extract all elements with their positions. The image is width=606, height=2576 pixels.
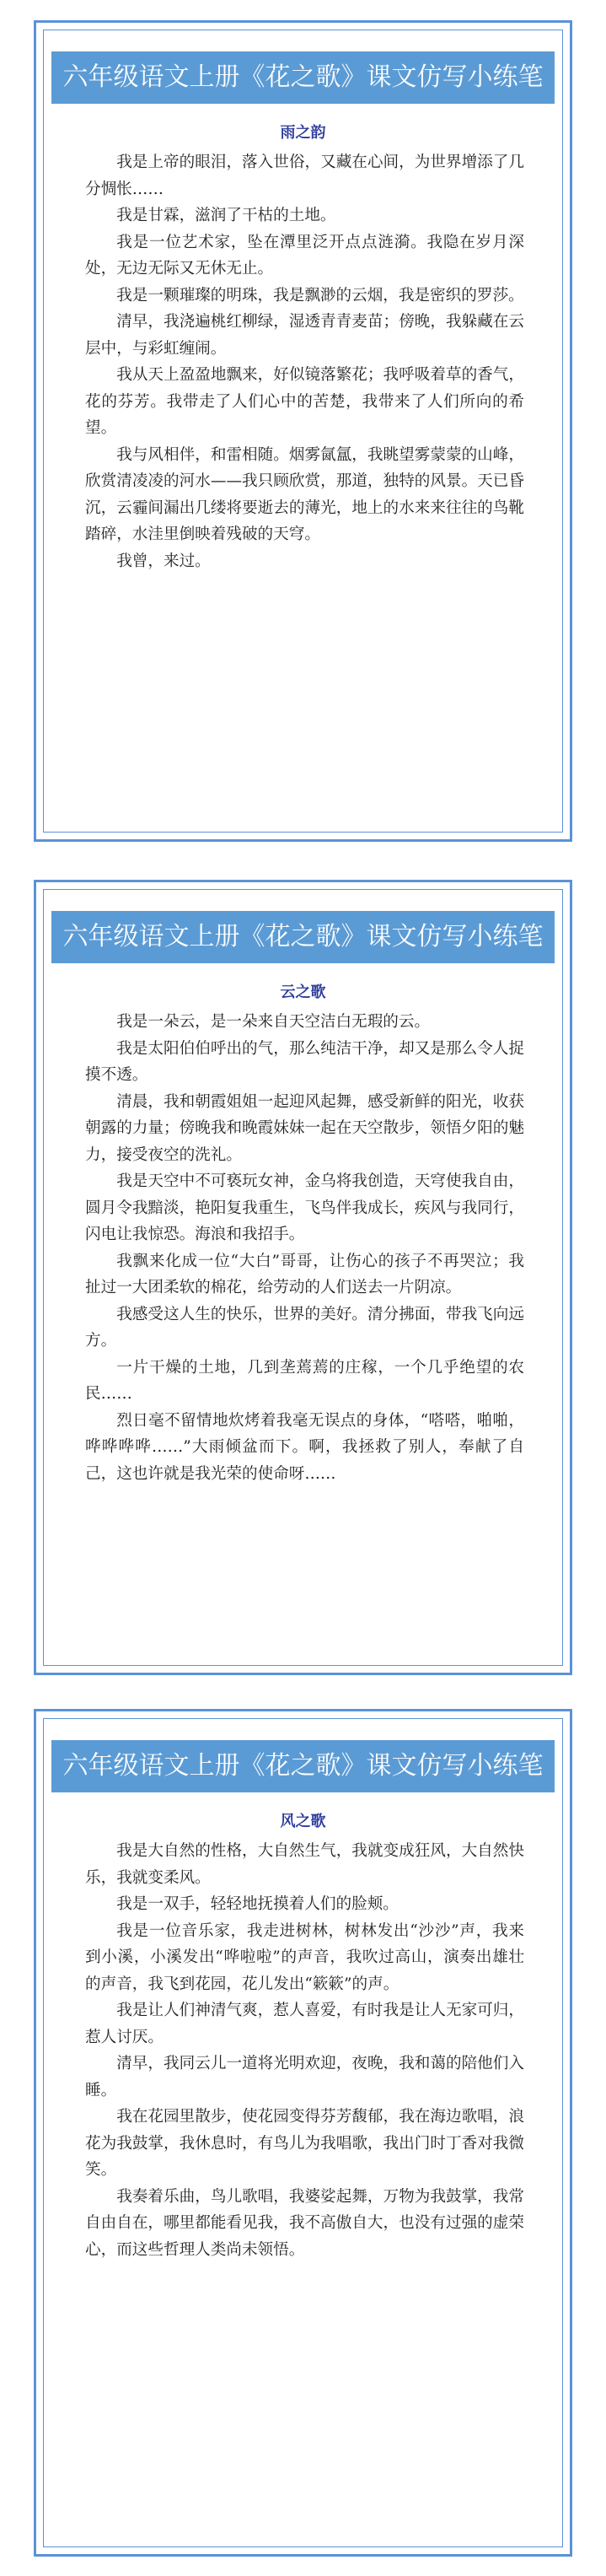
paragraph: 我是一朵云，是一朵来自天空洁白无瑕的云。 bbox=[116, 1013, 431, 1031]
paragraph: 我是上帝的眼泪，落入世俗，又藏在心间，为世界增添了几分惆怅…… bbox=[85, 154, 524, 198]
article-subtitle: 雨之韵 bbox=[280, 124, 326, 142]
card-banner-title: 六年级语文上册《花之歌》课文仿写小练笔 bbox=[51, 51, 555, 104]
card-banner-title: 六年级语文上册《花之歌》课文仿写小练笔 bbox=[51, 911, 555, 963]
paragraph: 我是甘霖，滋润了干枯的土地。 bbox=[116, 207, 336, 224]
paragraph: 我是让人们神清气爽，惹人喜爱，有时我是让人无家可归，惹人讨厌。 bbox=[85, 2002, 524, 2046]
card-banner-title: 六年级语文上册《花之歌》课文仿写小练笔 bbox=[51, 1740, 555, 1792]
paragraph: 我是一位艺术家，坠在潭里泛开点点涟漪。我隐在岁月深处，无边无际又无休无止。 bbox=[85, 233, 524, 278]
paragraph: 我曾，来过。 bbox=[116, 552, 211, 570]
paragraph: 我在花园里散步，使花园变得芬芳馥郁，我在海边歌唱，浪花为我鼓掌，我休息时，有鸟儿为我唱歌，我出门时丁香对我微笑。 bbox=[85, 2108, 524, 2179]
paragraph: 我感受这人生的快乐，世界的美好。清分拂面，带我飞向远方。 bbox=[85, 1305, 524, 1350]
paragraph: 我奏着乐曲，鸟儿歌唱，我婆娑起舞，万物为我鼓掌，我常自由自在，哪里都能看见我，我不高傲自大，也没有过强的虚荣心，而这些哲理人类尚未领悟。 bbox=[85, 2187, 524, 2259]
paragraph: 我是天空中不可亵玩女神，金乌将我创造，天穹使我自由，圆月令我黯淡，艳阳复我重生，飞鸟伴我成长，疾风与我同行，闪电让我惊恐。海浪和我招手。 bbox=[85, 1172, 524, 1243]
article-card-wind bbox=[34, 1709, 572, 2557]
paragraph: 我是太阳伯伯呼出的气，那么纯洁干净，却又是那么令人捉摸不透。 bbox=[85, 1039, 524, 1084]
article-card-cloud bbox=[34, 880, 572, 1675]
article-card-rain bbox=[34, 20, 572, 842]
paragraph: 我是一位音乐家，我走进树林，树林发出“沙沙”声，我来到小溪，小溪发出“哗啦啦”的声音，我吹过高山，演奏出雄壮的声音，我飞到花园，花儿发出“簌簌”的声。 bbox=[85, 1921, 524, 1993]
paragraph: 我是一双手，轻轻地抚摸着人们的脸颊。 bbox=[116, 1895, 399, 1913]
paragraph: 我是大自然的性格，大自然生气，我就变成狂风，大自然快乐，我就变柔风。 bbox=[85, 1842, 524, 1887]
paragraph: 一片干燥的土地，几到垄蔫蔫的庄稼，一个几乎绝望的农民…… bbox=[85, 1358, 524, 1403]
paragraph: 我从天上盈盈地飘来，好似镜落繁花；我呼吸着草的香气，花的芬芳。我带走了人们心中的苦楚，我带来了人们所向的希望。 bbox=[85, 366, 524, 437]
article-subtitle: 风之歌 bbox=[280, 1813, 326, 1830]
paragraph: 我与风相伴，和雷相随。烟雾氤氲，我眺望雾蒙蒙的山峰，欣赏清凌凌的河水——我只顾欣赏，那道，独特的风景。天已昏沉，云霾间漏出几缕将要逝去的薄光，地上的水来来往往的鸟靴踏碎，水洼里倒映着残破的天穹。 bbox=[85, 445, 524, 543]
paragraph: 清早，我同云儿一道将光明欢迎，夜晚，我和蔼的陪他们入睡。 bbox=[85, 2055, 524, 2099]
paragraph: 烈日毫不留情地炊烤着我毫无误点的身体，“嗒嗒，啪啪，哗哗哗哗……”大雨倾盆而下。啊，我拯救了别人，奉献了自己，这也许就是我光荣的使命呀…… bbox=[85, 1411, 524, 1483]
article-body bbox=[85, 1009, 524, 1487]
paragraph: 清早，我浇遍桃红柳绿，湿透青青麦苗；傍晚，我躲藏在云层中，与彩虹缠闹。 bbox=[85, 313, 524, 358]
paragraph: 我是一颗璀璨的明珠，我是飘渺的云烟，我是密织的罗莎。 bbox=[116, 286, 524, 304]
article-body bbox=[85, 1838, 524, 2263]
article-body bbox=[85, 149, 524, 574]
article-subtitle: 云之歌 bbox=[280, 984, 326, 1001]
paragraph: 清晨，我和朝霞姐姐一起迎风起舞，感受新鲜的阳光，收获朝露的力量；傍晚我和晚霞妹妹一起在天空散步，领悟夕阳的魅力，接受夜空的洗礼。 bbox=[85, 1092, 524, 1164]
paragraph: 我飘来化成一位“大白”哥哥，让伤心的孩子不再哭泣；我扯过一大团柔软的棉花，给劳动的人们送去一片阴凉。 bbox=[85, 1252, 524, 1296]
